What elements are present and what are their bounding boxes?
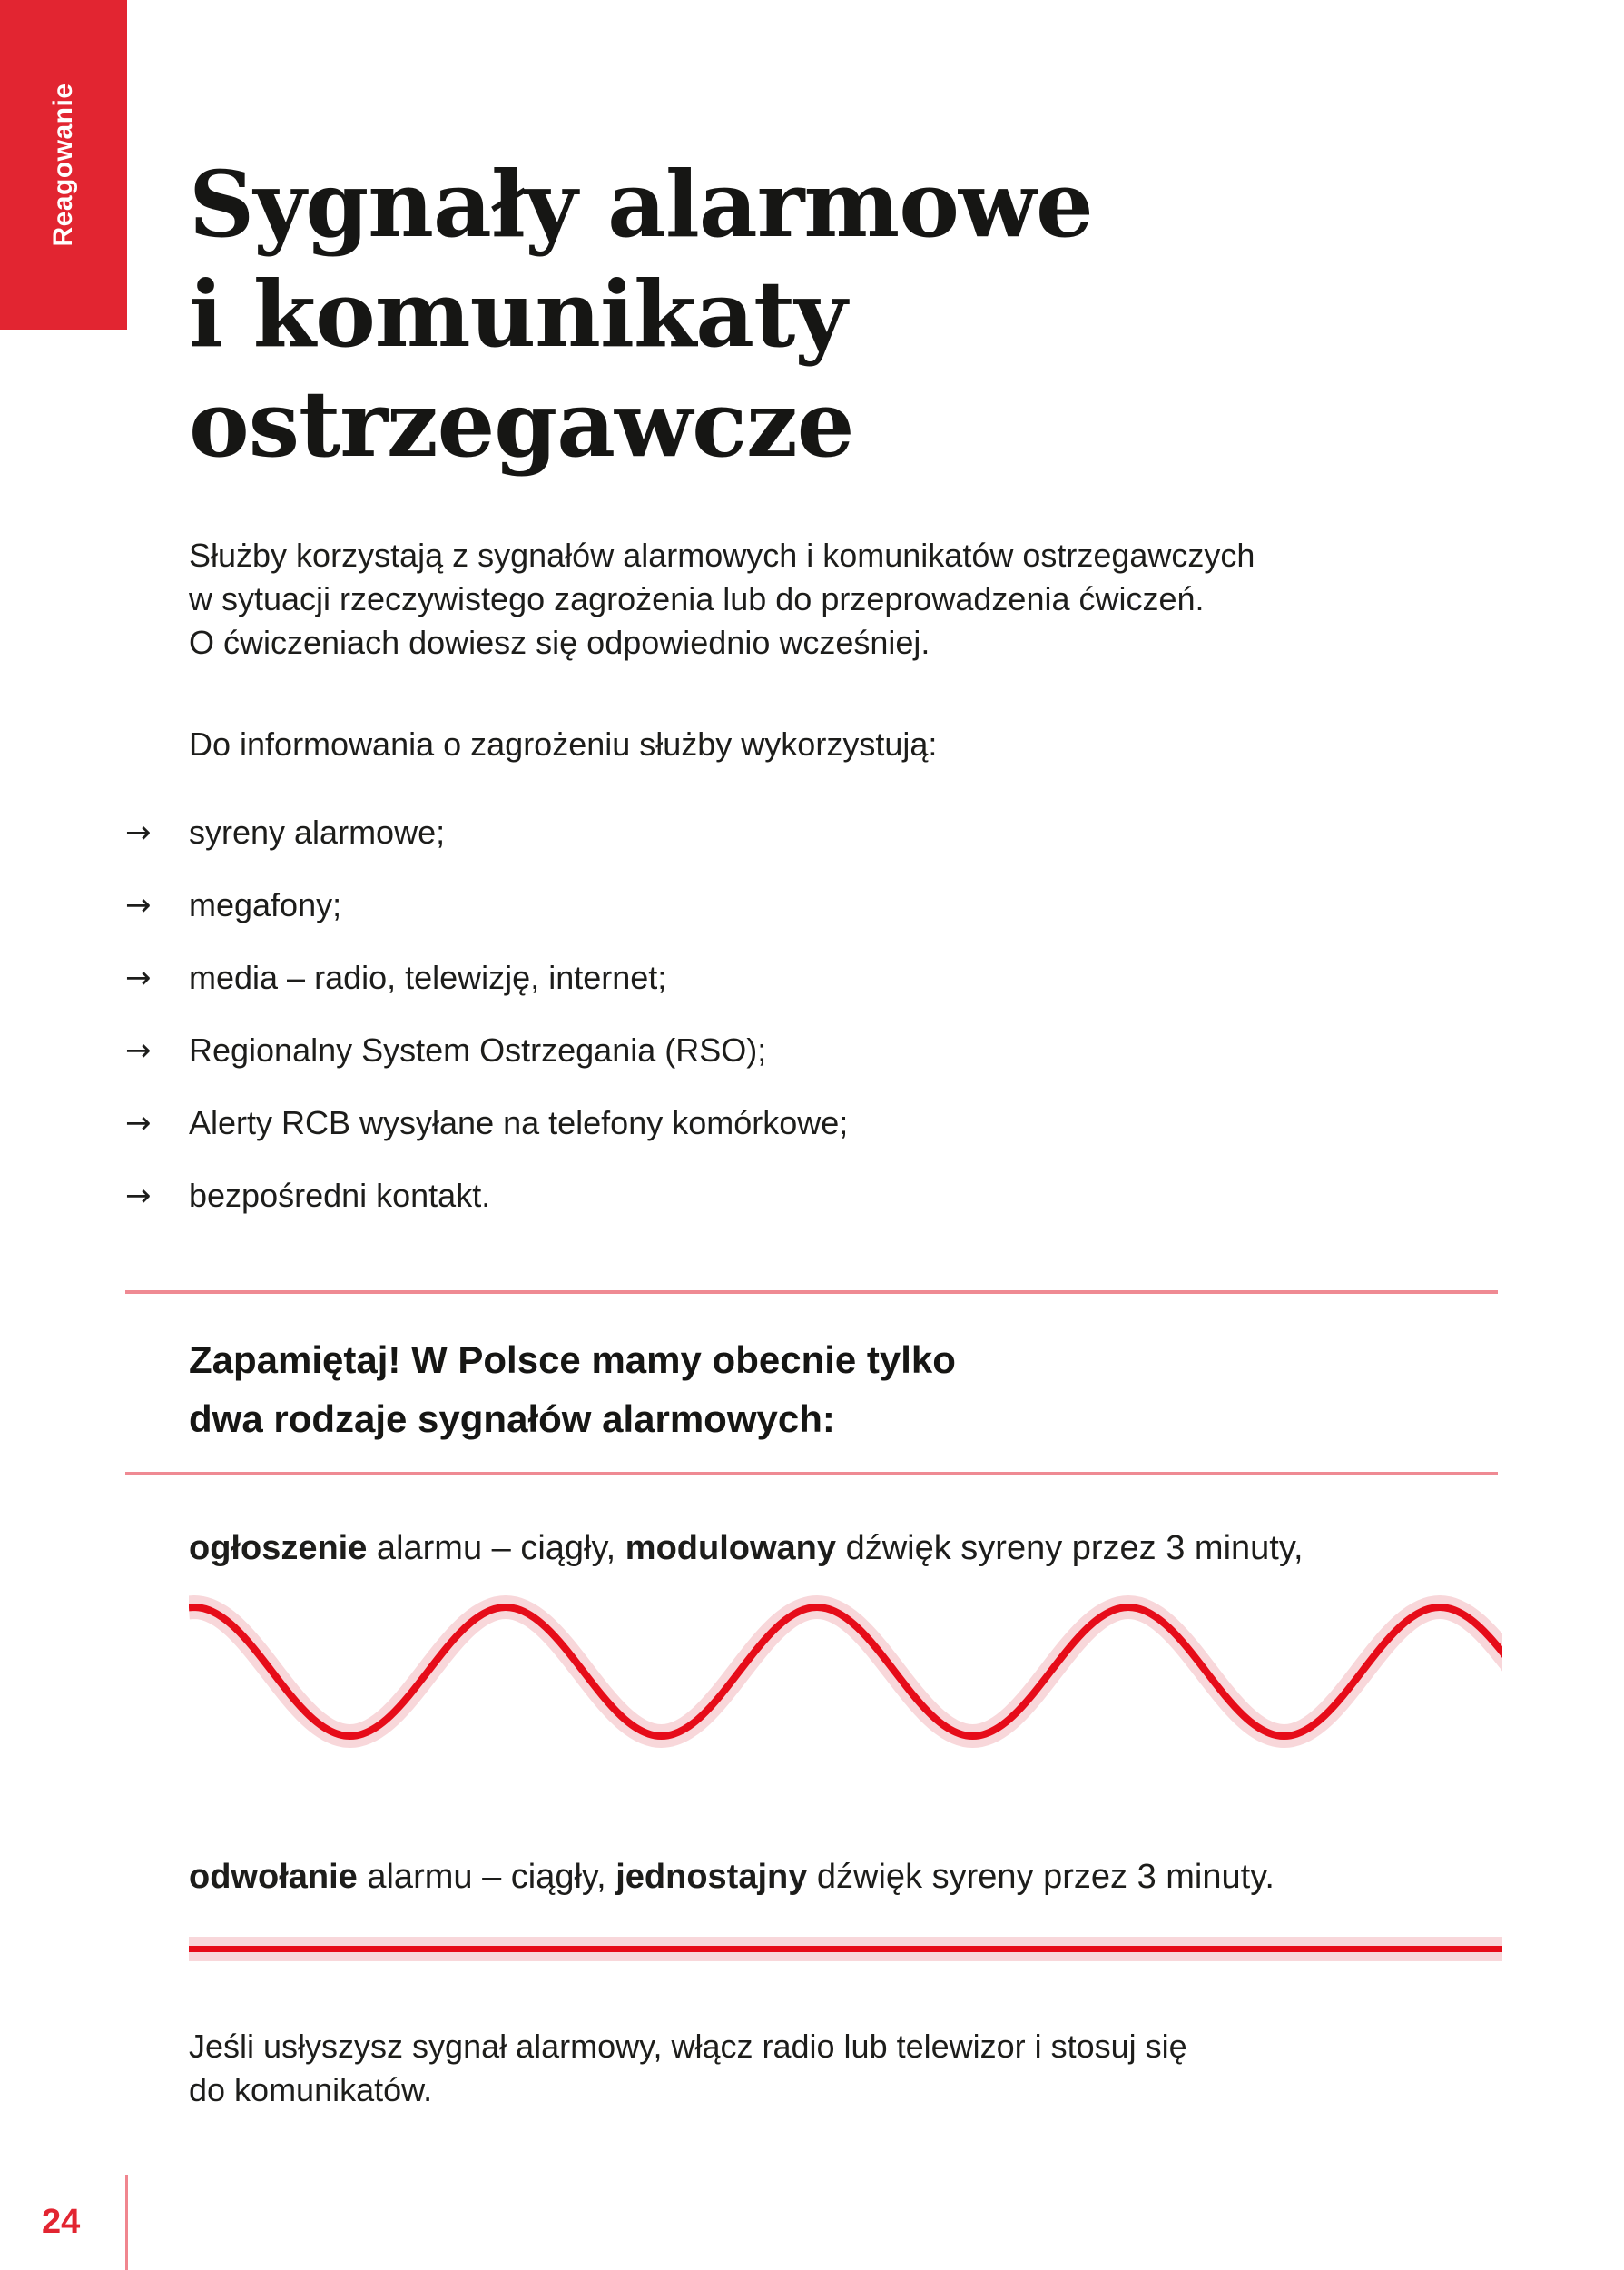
list-item-label: Alerty RCB wysyłane na telefony komórkowe; <box>189 1104 849 1141</box>
remember-callout <box>189 1330 956 1448</box>
callout-divider-top <box>125 1290 1498 1294</box>
title-line-1: Sygnały alarmowe <box>189 151 1093 258</box>
intro-line-2: w sytuacji rzeczywistego zagrożenia lub do przeprowadzenia ćwiczeń. <box>189 580 1205 617</box>
arrow-right-icon: → <box>125 1032 152 1069</box>
outro-paragraph <box>189 2025 1187 2112</box>
section-tab <box>0 0 127 330</box>
list-item-label: syreny alarmowe; <box>189 814 446 851</box>
list-item <box>125 811 848 854</box>
list-item-label: megafony; <box>189 886 342 923</box>
list-item <box>125 1029 848 1072</box>
arrow-right-icon: → <box>125 814 152 851</box>
announce-bold-word-2: modulowany <box>625 1529 837 1567</box>
steady-siren-band <box>189 1937 1502 1961</box>
callout-line-1: Zapamiętaj! W Polsce mamy obecnie tylko <box>189 1338 956 1381</box>
steady-siren-line <box>189 1946 1502 1952</box>
arrow-right-icon: → <box>125 1178 152 1214</box>
list-item-label: bezpośredni kontakt. <box>189 1177 491 1214</box>
recall-text-2: dźwięk syreny przez 3 minuty. <box>807 1858 1275 1896</box>
arrow-right-icon: → <box>125 960 152 996</box>
outro-line-1: Jeśli usłyszysz sygnał alarmowy, włącz radio lub telewizor i stosuj się <box>189 2028 1187 2065</box>
recall-text: alarmu – ciągły, <box>357 1858 616 1896</box>
intro-line-3: O ćwiczeniach dowiesz się odpowiednio wcześniej. <box>189 624 930 661</box>
alarm-recall-caption <box>189 1855 1275 1899</box>
intro-paragraph <box>189 534 1255 665</box>
recall-bold-word: odwołanie <box>189 1858 358 1896</box>
list-item <box>125 1174 848 1218</box>
announce-bold-word: ogłoszenie <box>189 1529 368 1567</box>
recall-bold-word-2: jednostajny <box>615 1858 808 1896</box>
modulated-siren-wave <box>189 1580 1502 1762</box>
intro-line-1: Służby korzystają z sygnałów alarmowych i komunikatów ostrzegawczych <box>189 537 1255 574</box>
callout-line-2: dwa rodzaje sygnałów alarmowych: <box>189 1397 835 1440</box>
list-item-label: media – radio, telewizję, internet; <box>189 959 667 996</box>
alarm-announce-caption <box>189 1526 1304 1570</box>
list-intro: Do informowania o zagrożeniu służby wykorzystują: <box>189 725 938 763</box>
title-line-3: ostrzegawcze <box>189 370 854 478</box>
list-item-label: Regionalny System Ostrzegania (RSO); <box>189 1031 767 1069</box>
outro-line-2: do komunikatów. <box>189 2071 433 2108</box>
arrow-right-icon: → <box>125 887 152 923</box>
page-number: 24 <box>42 2203 81 2241</box>
footer-divider <box>125 2175 128 2270</box>
page-title <box>189 150 1093 479</box>
section-tab-label: Reagowanie <box>48 83 78 247</box>
announce-text-2: dźwięk syreny przez 3 minuty, <box>836 1529 1304 1567</box>
warning-channels-list <box>125 811 848 1247</box>
list-item <box>125 883 848 927</box>
announce-text: alarmu – ciągły, <box>367 1529 625 1567</box>
arrow-right-icon: → <box>125 1105 152 1141</box>
list-item <box>125 956 848 1000</box>
callout-divider-bottom <box>125 1472 1498 1476</box>
list-item <box>125 1101 848 1145</box>
title-line-2: i komunikaty <box>189 261 847 368</box>
